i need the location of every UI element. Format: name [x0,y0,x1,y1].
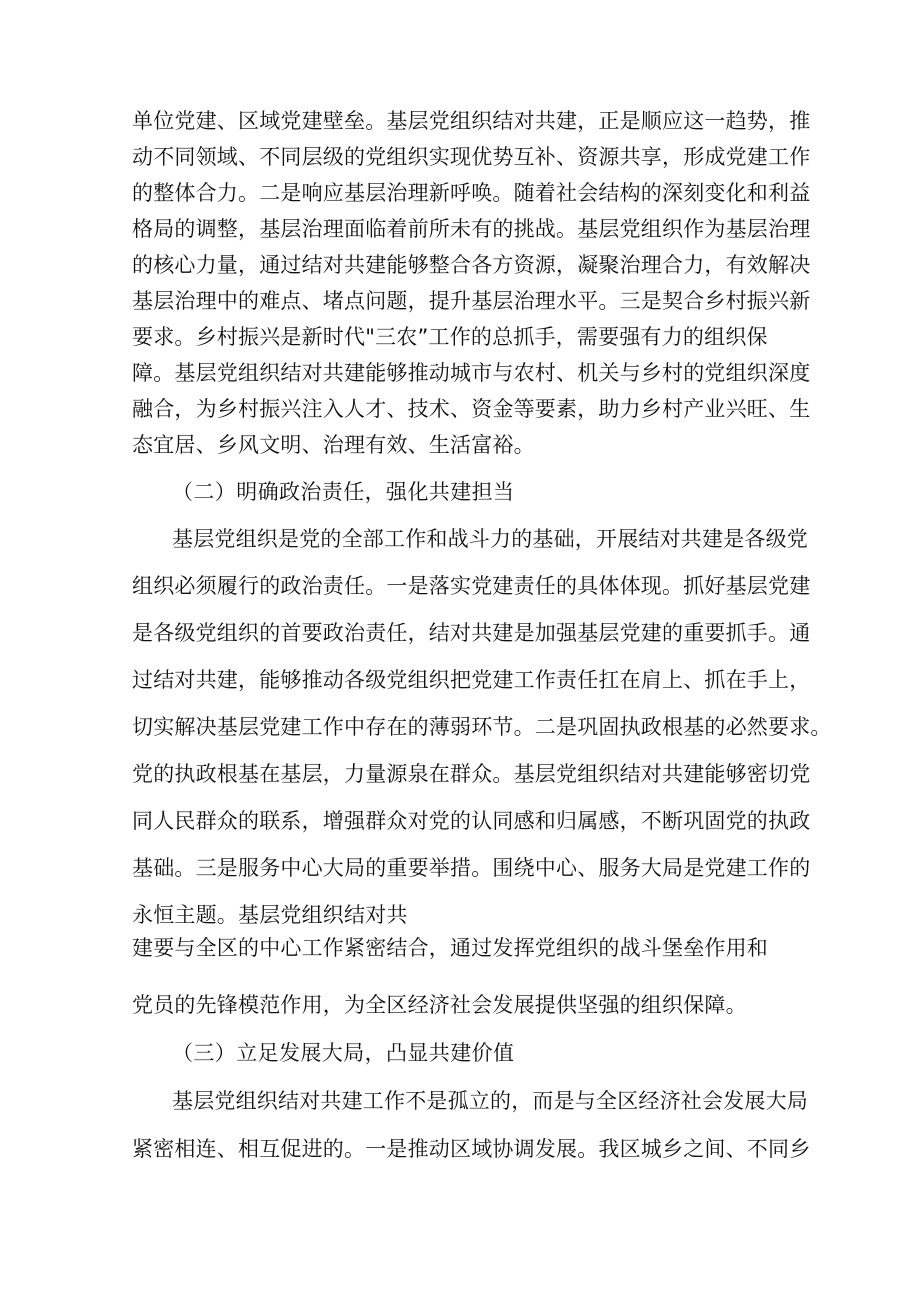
section-heading: （二）明确政治责任，强化共建担当 [172,480,515,504]
body-text-line: 建要与全区的中心工作紧密结合，通过发挥党组织的战斗堡垒作用和 [132,936,768,960]
body-text-line: 切实解决基层党建工作中存在的薄弱环节。二是巩固执政根基的必然要求。 [132,715,832,739]
body-text-line: 永恒主题。基层党组织结对共 [132,903,408,927]
body-text-line: 的整体合力。二是响应基层治理新呼唤。随着社会结构的深刻变化和利益 [132,181,811,205]
body-text-line: 同人民群众的联系，增强群众对党的认同感和归属感，不断巩固党的执政 [132,809,811,833]
body-text-line: 要求。乡村振兴是新时代"三农”工作的总抓手，需要强有力的组织保 [132,325,768,349]
body-text-line: 障。基层党组织结对共建能够推动城市与农村、机关与乡村的党组织深度 [132,361,811,385]
body-text-line: 态宜居、乡风文明、治理有效、生活富裕。 [132,433,535,457]
section-heading: （三）立足发展大局，凸显共建价值 [172,1041,515,1065]
body-text-line: 组织必须履行的政治责任。一是落实党建责任的具体体现。抓好基层党建 [132,574,811,598]
body-text-line: 动不同领域、不同层级的党组织实现优势互补、资源共享，形成党建工作 [132,145,811,169]
body-text-line: 基层治理中的难点、堵点问题，提升基层治理水平。三是契合乡村振兴新 [132,289,811,313]
body-text-line: 过结对共建，能够推动各级党组织把党建工作责任扛在肩上、抓在手上， [132,668,811,692]
body-text-line: 党员的先锋模范作用，为全区经济社会发展提供坚强的组织保障。 [132,993,747,1017]
body-text-line: 党的执政根基在基层，力量源泉在群众。基层党组织结对共建能够密切党 [132,762,811,786]
body-text-line: 紧密相连、相互促进的。一是推动区域协调发展。我区城乡之间、不同乡 [132,1137,811,1161]
paragraph-first-line: 基层党组织结对共建工作不是孤立的，而是与全区经济社会发展大局 [172,1089,808,1113]
body-text-line: 单位党建、区域党建壁垒。基层党组织结对共建，正是顺应这一趋势，推 [132,109,811,133]
body-text-line: 基础。三是服务中心大局的重要举措。围绕中心、服务大局是党建工作的 [132,856,811,880]
body-text-line: 是各级党组织的首要政治责任，结对共建是加强基层党建的重要抓手。通 [132,621,811,645]
body-text-line: 的核心力量，通过结对共建能够整合各方资源，凝聚治理合力，有效解决 [132,253,811,277]
body-text-line: 融合，为乡村振兴注入人才、技术、资金等要素，助力乡村产业兴旺、生 [132,397,811,421]
paragraph-first-line: 基层党组织是党的全部工作和战斗力的基础，开展结对共建是各级党 [172,527,808,551]
body-text-line: 格局的调整，基层治理面临着前所未有的挑战。基层党组织作为基层治理 [132,217,811,241]
